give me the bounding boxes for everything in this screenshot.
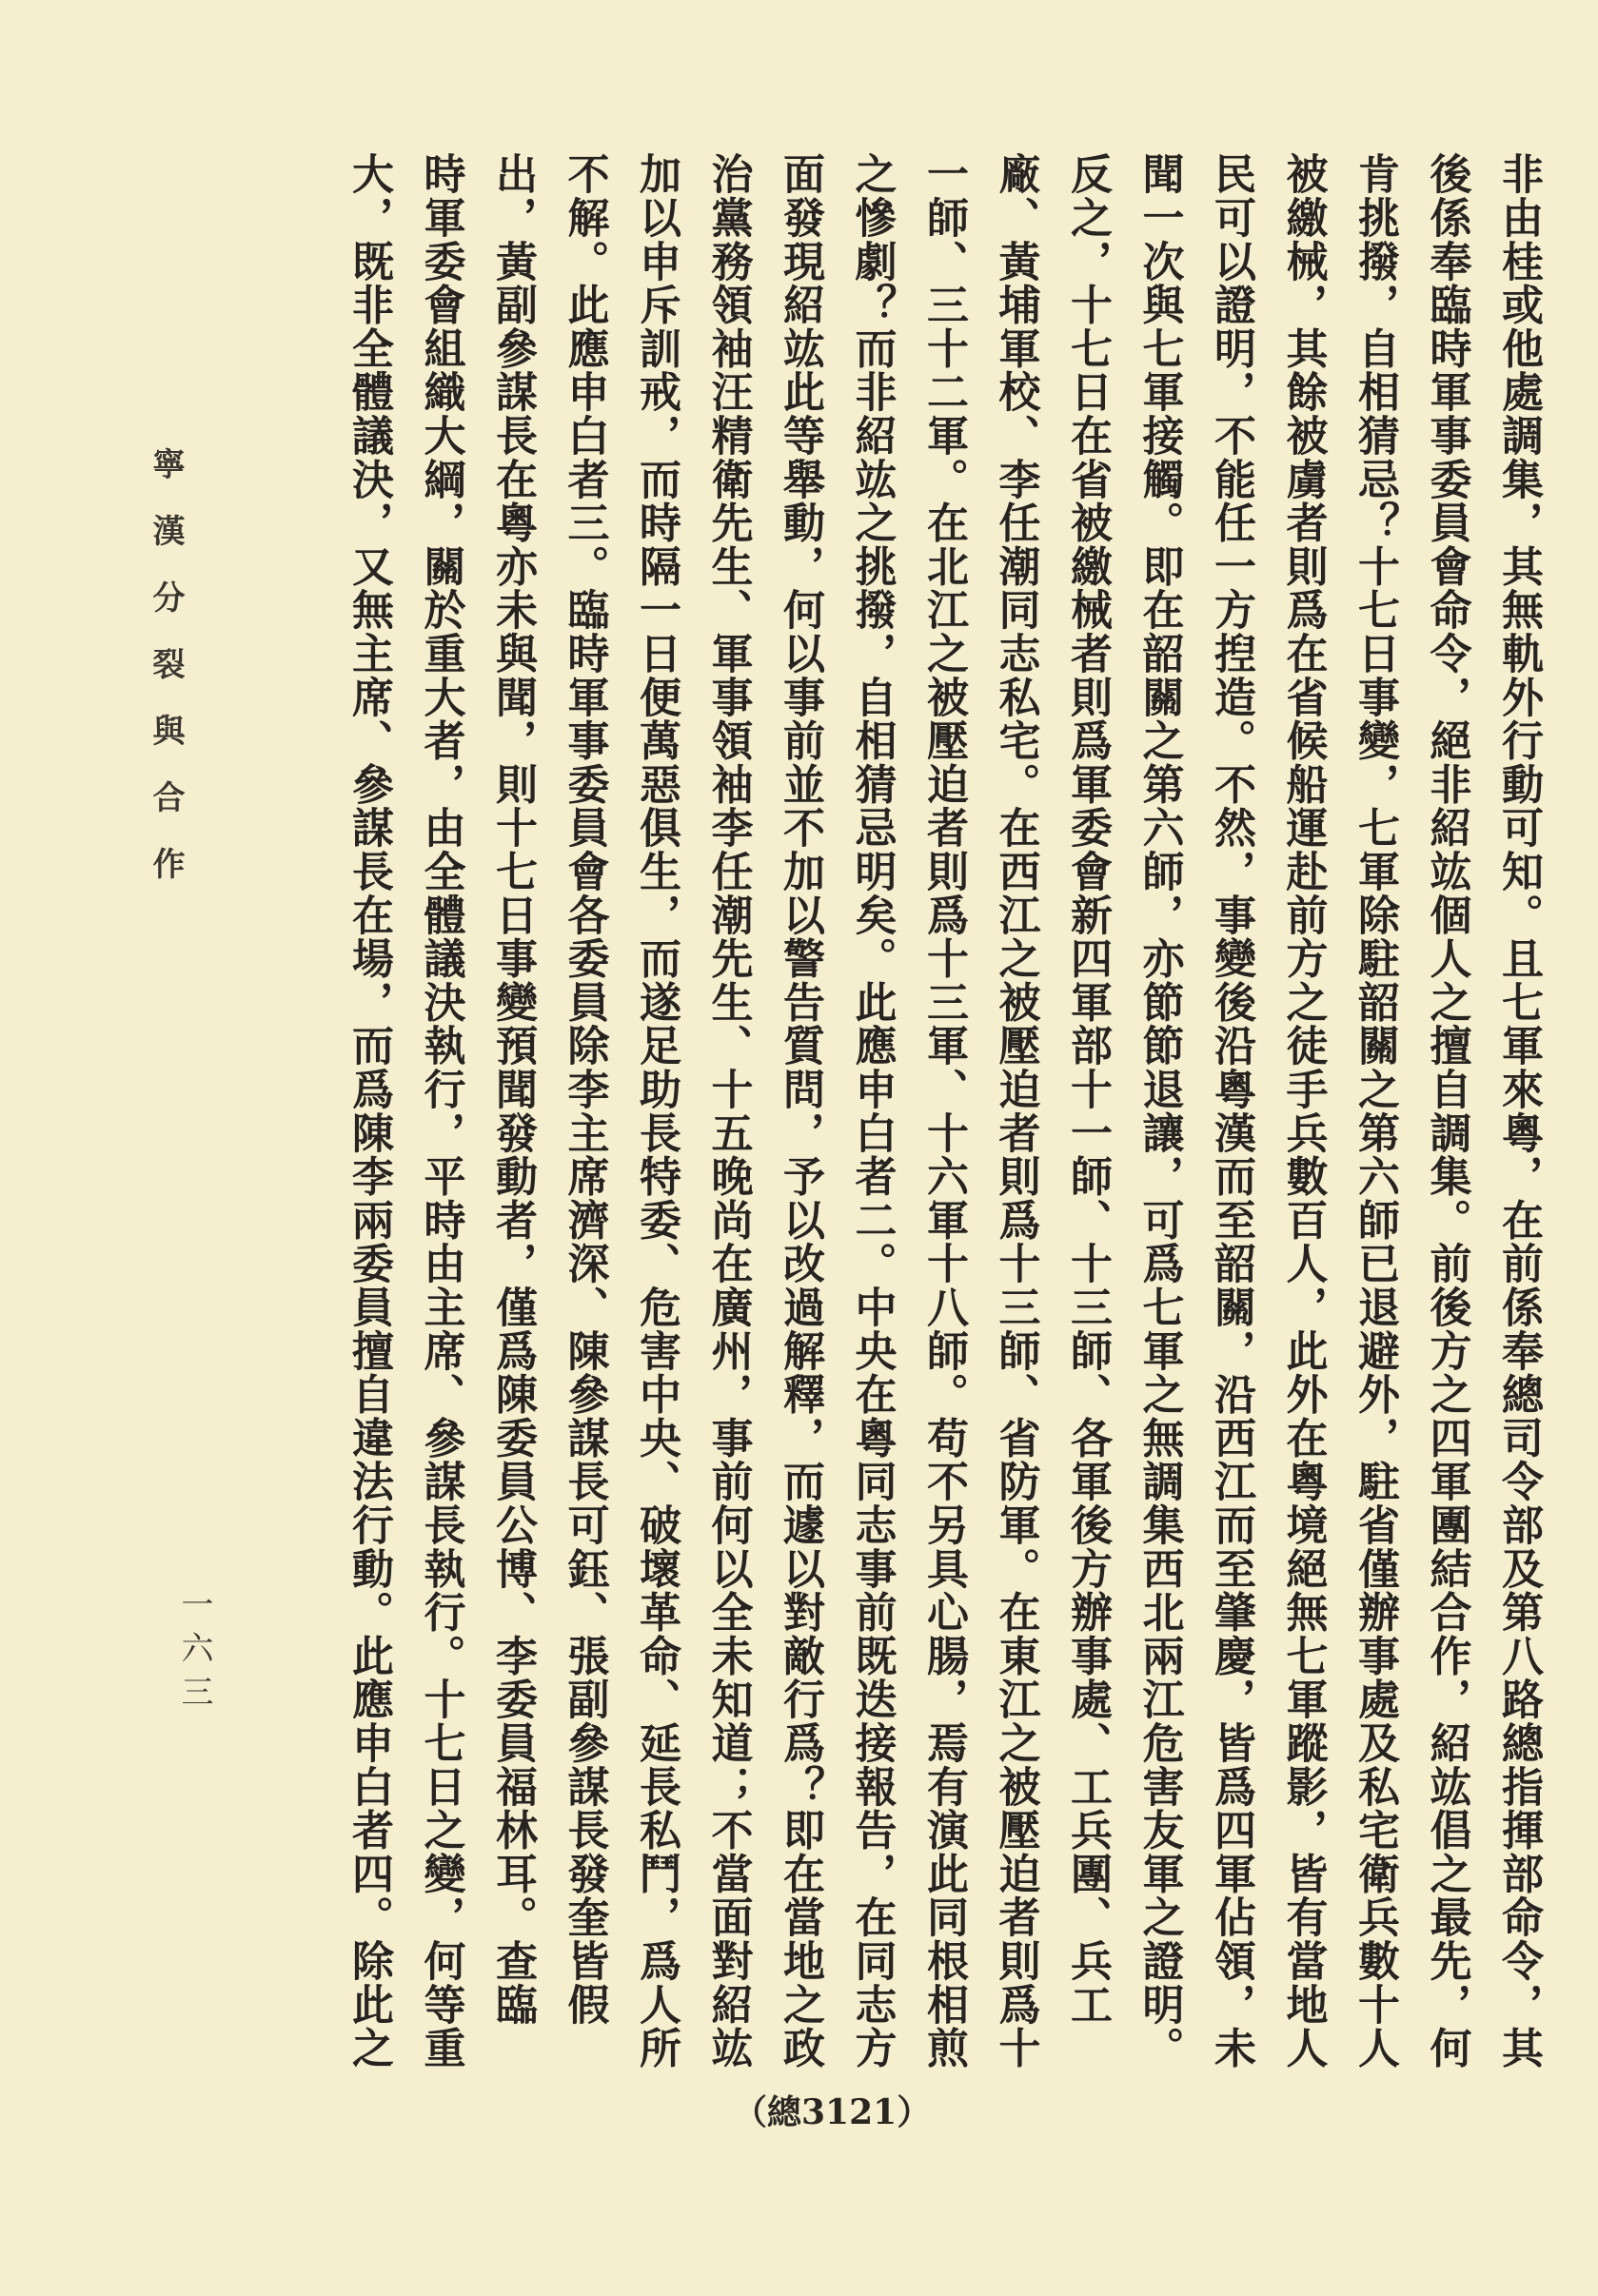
text-column: 時軍委會組織大綱，關於重大者，由全體議決執行，平時由主席、參謀長執行。十七日之變，何等重 bbox=[416, 152, 465, 2070]
text-column: 聞一次與七軍接觸。即在韶關之第六師，亦節節退讓，可爲七軍之無調集西北兩江危害友軍之證明。 bbox=[1134, 152, 1184, 2070]
body-text bbox=[333, 152, 1555, 2074]
text-column: 出，黃副參謀長在粵亦未與聞，則十七日事變預聞發動者，僅爲陳委員公博、李委員福林耳。查臨 bbox=[488, 152, 537, 2027]
text-column: 廠、黃埔軍校、李任潮同志私宅。在西江之被壓迫者則爲十三師、省防軍。在東江之被壓迫者則爲十 bbox=[991, 152, 1040, 2070]
text-column: 大，既非全體議決，又無主席、參謀長在場，而爲陳李兩委員擅自違法行動。此應申白者四。除此之 bbox=[345, 152, 393, 2070]
text-column: 面發現紹竑此等舉動，何以事前並不加以警告質問，予以改過解釋，而遽以對敵行爲？即在當地之政 bbox=[776, 152, 824, 2070]
text-column: 一師、三十二軍。在北江之被壓迫者則爲十三軍、十六軍十八師。苟不另具心腸，焉有演此同根相煎 bbox=[919, 152, 968, 2070]
text-column: 非由桂或他處調集，其無軌外行動可知。且七軍來粵，在前係奉總司令部及第八路總指揮部命令，其 bbox=[1494, 152, 1543, 2070]
text-column: 之慘劇？而非紹竑之挑撥，自相猜忌明矣。此應申白者二。中央在粵同志事前既迭接報告，在同志方 bbox=[847, 152, 897, 2070]
text-column: 反之，十七日在省被繳械者則爲軍委會新四軍部十一師、十三師、各軍後方辦事處、工兵團、兵工 bbox=[1063, 152, 1112, 2027]
text-column: 後係奉臨時軍事委員會命令，絕非紹竑個人之擅自調集。前後方之四軍團結合作，紹竑倡之最先，何 bbox=[1422, 152, 1471, 2070]
text-column: 被繳械，其餘被虜者則爲在省候船運赴前方之徒手兵數百人，此外在粵境絕無七軍蹤影，皆有當地人 bbox=[1278, 152, 1328, 2070]
text-column: 治黨務領袖汪精衛先生、軍事領袖李任潮先生、十五晚尚在廣州，事前何以全未知道；不當面對紹竑 bbox=[703, 152, 753, 2070]
text-column: 肯挑撥，自相猜忌？十七日事變，七軍除駐韶關之第六師已退避外，駐省僅辦事處及私宅衛兵數十人 bbox=[1351, 152, 1399, 2070]
running-title: 寧漢分裂與合作 bbox=[147, 447, 185, 913]
text-column: 民可以證明，不能任一方揑造。不然，事變後沿粵漢而至韶關，沿西江而至肇慶，皆爲四軍佔領，未 bbox=[1207, 152, 1255, 2070]
serial-number: （總3121） bbox=[733, 2092, 932, 2132]
text-column: 加以申斥訓戒，而時隔一日便萬惡俱生，而遂足助長特委、危害中央、破壞革命、延長私鬥，爲人所 bbox=[632, 152, 681, 2070]
text-column: 不解。此應申白者三。臨時軍事委員會各委員除李主席濟深、陳參謀長可鈺、張副參謀長發奎皆假 bbox=[560, 152, 609, 2027]
page-number: 一六三 bbox=[175, 1587, 213, 1718]
